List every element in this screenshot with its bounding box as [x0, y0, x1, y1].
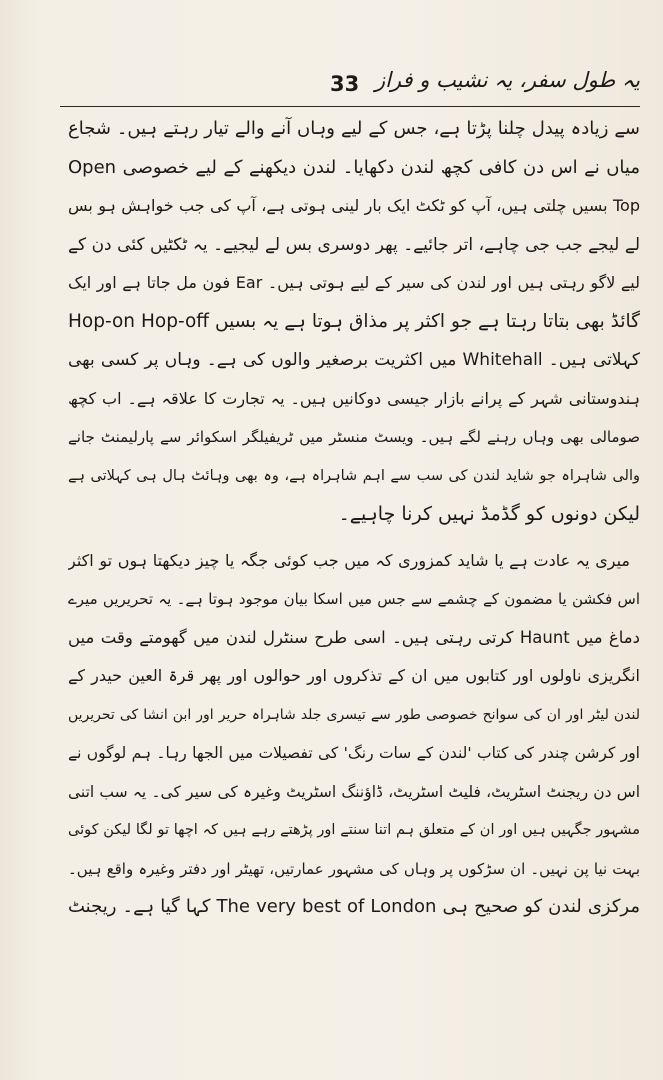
text-line: لیکن دونوں کو گڈمڈ نہیں کرنا چاہیے۔ — [338, 503, 640, 525]
text-line: مرکزی لندن کو صحیح ہی The very best of London کہا گیا ہے۔ ریجنٹ — [68, 896, 640, 917]
body-text — [68, 110, 640, 927]
text-line: صومالی بھی وہاں رہنے لگے ہیں۔ ویسٹ منسٹر میں ٹریفیلگر اسکوائر سے پارلیمنٹ جانے — [68, 428, 640, 446]
text-line: اس فکشن یا مضمون کے چشمے سے جس میں اسکا بیان موجود ہوتا ہے۔ یہ تحریریں میرے — [68, 590, 640, 608]
text-line: لے لیجے جب جی چاہے، اتر جائیے۔ پھر دوسری بس لے لیجیے۔ یہ ٹکٹیں کئی دن کے — [68, 234, 640, 255]
text-line: میاں نے اس دن کافی کچھ لندن دکھایا۔ لندن دیکھنے کے لیے خصوصی Open — [68, 156, 640, 178]
paragraph-1 — [68, 110, 640, 534]
text-line: والی شاہراہ جو شاید لندن کی سب سے اہم شاہراہ ہے، وہ بھی وہائٹ ہال ہی کہلاتی ہے — [68, 467, 640, 484]
text-line: مشہور جگہیں ہیں اور ان کے متعلق ہم اتنا سنتے اور پڑھتے رہے ہیں کہ اچھا تو لگا لیکن کوئی — [68, 822, 640, 838]
page-header — [60, 66, 640, 112]
paragraph-2 — [68, 542, 640, 927]
paragraph-gap — [68, 534, 640, 542]
text-line: اور کرشن چندر کی کتاب 'لندن کے سات رنگ' کی تفصیلات میں الجھا رہا۔ ہم لوگوں نے — [68, 744, 640, 762]
running-title: یہ طول سفر، یہ نشیب و فراز — [374, 68, 640, 92]
text-line: لیے لاگو رہتی ہیں اور لندن کی سیر کے لیے ہوتی ہیں۔ Ear فون مل جاتا ہے اور ایک — [68, 273, 640, 292]
page-number: 33 — [330, 72, 360, 96]
header-rule — [60, 106, 640, 107]
text-line: ہندوستانی شہر کے پرانے بازار جیسی دوکانیں ہیں۔ یہ تجارت کا علاقہ ہے۔ اب کچھ — [68, 388, 640, 408]
text-line: سے زیادہ پیدل چلنا پڑتا ہے، جس کے لیے وہاں آنے والے تیار رہتے ہیں۔ شجاع — [68, 118, 640, 139]
text-line: بہت نیا پن نہیں۔ ان سڑکوں پر وہاں کی مشہور عمارتیں، تھیٹر اور دفتر وغیرہ واقع ہیں۔ — [68, 859, 640, 878]
text-line: اس دن ریجنٹ اسٹریٹ، فلیٹ اسٹریٹ، ڈاؤننگ اسٹریٹ وغیرہ کی سیر کی۔ یہ سب اتنی — [68, 782, 640, 801]
text-line: گائڈ بھی بتاتا رہتا ہے جو اکثر پر مذاق ہوتا ہے یہ بسیں Hop-on Hop-off — [68, 310, 640, 332]
text-line: انگریزی ناولوں اور کتابوں میں ان کے تذکروں اور حوالوں اور پھر قرۃ العین حیدر کے — [68, 666, 640, 685]
text-line: کہلاتی ہیں۔ Whitehall میں اکثریت برصغیر والوں کی ہے۔ وہاں پر کسی بھی — [68, 350, 640, 370]
text-line: میری یہ عادت ہے یا شاید کمزوری کہ میں جب کوئی جگہ یا چیز دیکھتا ہوں تو اکثر — [68, 550, 630, 570]
text-line: لندن لیٹر اور ان کی سوانح خصوصی طور سے تیسری جلد شاہراہ حریر اور ابن انشا کی تحریریں — [68, 706, 640, 723]
text-line: Top بسیں چلتی ہیں، آپ کو ٹکٹ ایک بار لینی ہوتی ہے، آپ کی جب خواہش ہو بس — [68, 196, 640, 215]
text-line: دماغ میں Haunt کرتی رہتی ہیں۔ اسی طرح سنٹرل لندن میں گھومتے وقت میں — [68, 627, 640, 647]
